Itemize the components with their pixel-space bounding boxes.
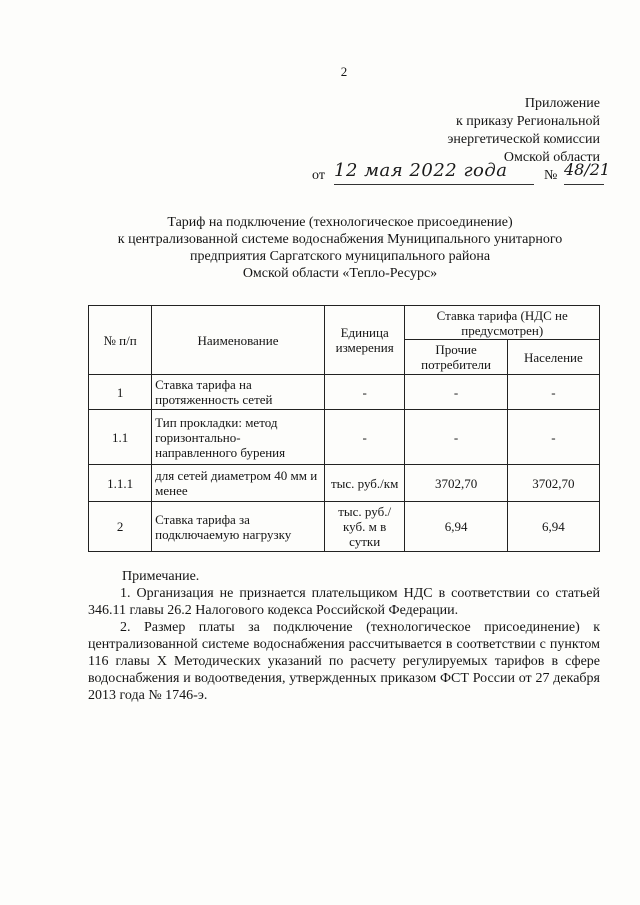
table-row [89, 375, 600, 410]
row-unit: тыс. руб./куб. м в сутки [324, 502, 405, 552]
order-prefix: от [312, 168, 325, 183]
header-unit: Единица измерения [324, 306, 405, 375]
header-rate-group: Ставка тарифа (НДС не предусмотрен) [405, 306, 600, 340]
table-row [89, 502, 600, 552]
header-number: № п/п [89, 306, 152, 375]
approval-line: Омской области [503, 150, 600, 165]
row-population: 6,94 [507, 502, 599, 552]
title-line: к централизованной системе водоснабжения Муниципального унитарного [117, 232, 563, 247]
document-title [80, 214, 600, 282]
handwritten-order-number: 48/21 [564, 160, 604, 185]
title-line: Тариф на подключение (технологическое присоединение) [167, 215, 513, 230]
row-unit: - [324, 410, 405, 465]
row-unit: - [324, 375, 405, 410]
table-row [89, 465, 600, 502]
row-population: 3702,70 [507, 465, 599, 502]
approval-line: Приложение [524, 96, 600, 111]
handwritten-date: 12 мая 2022 года [334, 160, 534, 185]
row-name: Тип прокладки: метод горизонтально-направленного бурения [152, 410, 325, 465]
row-unit: тыс. руб./км [324, 465, 405, 502]
header-population: Население [507, 340, 599, 375]
row-number: 1.1 [89, 410, 152, 465]
row-population: - [507, 410, 599, 465]
header-other-consumers: Прочие потребители [405, 340, 507, 375]
row-other: - [405, 410, 507, 465]
row-other: 6,94 [405, 502, 507, 552]
row-name: Ставка тарифа на протяженность сетей [152, 375, 325, 410]
approval-line: энергетической комиссии [447, 132, 600, 147]
tariff-table [88, 305, 600, 552]
notes-section [88, 568, 600, 704]
header-name: Наименование [152, 306, 325, 375]
approval-block [340, 95, 600, 167]
row-other: 3702,70 [405, 465, 507, 502]
row-other: - [405, 375, 507, 410]
title-line: Омской области «Тепло-Ресурс» [242, 266, 438, 281]
row-number: 2 [89, 502, 152, 552]
note-item: 1. Организация не признается плательщиком НДС в соответствии со статьей 346.11 главы 26.2 Налогового кодекса Российской Федерации. [88, 586, 600, 618]
page-number: 2 [340, 64, 348, 79]
row-population: - [507, 375, 599, 410]
table-row [89, 410, 600, 465]
notes-heading: Примечание. [122, 569, 200, 584]
row-name: для сетей диаметром 40 мм и менее [152, 465, 325, 502]
title-line: предприятия Саргатского муниципального района [189, 249, 491, 264]
order-date-line [312, 160, 611, 188]
note-item: 2. Размер платы за подключение (технологическое присоединение) к централизованной системе водоснабжения рассчитывается в соответствии с пунктом 116 главы X Методических указаний по расчету регулируемых тарифов в сфере водоснабжения и водоотведения, утвержденных приказом ФСТ России от 27 декабря 2013 года № 1746-э. [88, 620, 600, 703]
row-number: 1 [89, 375, 152, 410]
row-number: 1.1.1 [89, 465, 152, 502]
row-name: Ставка тарифа за подключаемую нагрузку [152, 502, 325, 552]
order-number-prefix: № [544, 168, 558, 183]
approval-line: к приказу Региональной [455, 114, 600, 129]
